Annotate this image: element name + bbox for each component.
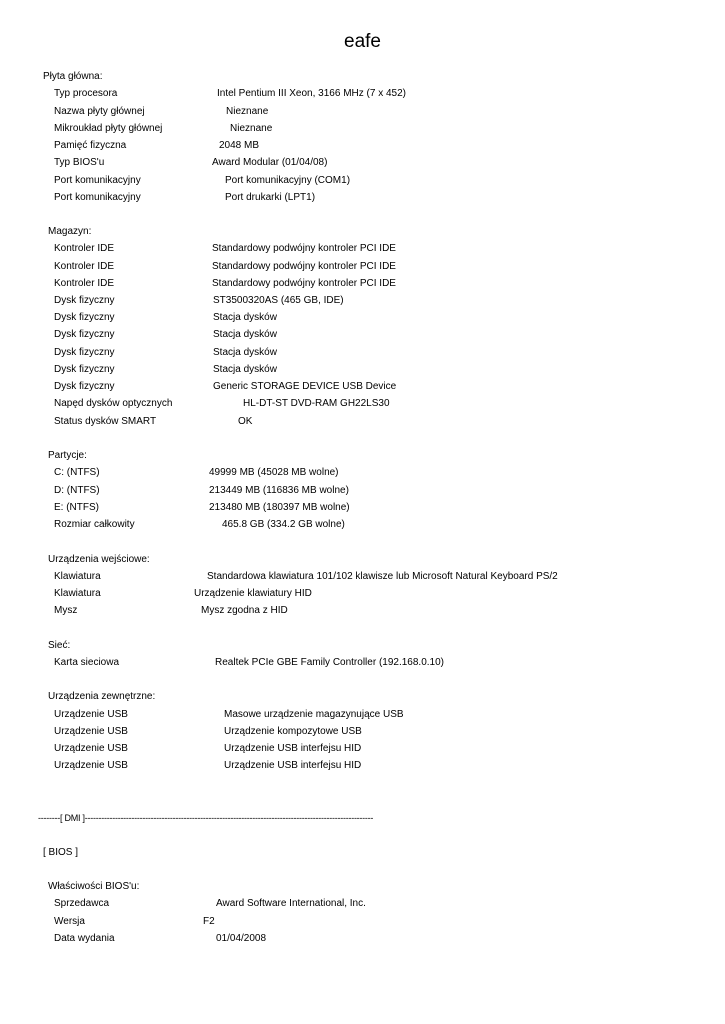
- row-label: Kontroler IDE: [54, 278, 115, 289]
- row-value: Nieznane: [226, 106, 269, 117]
- row-label: Dysk fizyczny: [54, 364, 115, 375]
- row-value: Stacja dysków: [213, 329, 277, 340]
- row-label: Dysk fizyczny: [54, 329, 115, 340]
- row-value: Urządzenie USB interfejsu HID: [224, 760, 362, 771]
- row-label: Klawiatura: [54, 588, 101, 599]
- row-value: Port drukarki (LPT1): [225, 192, 316, 203]
- row-label: D: (NTFS): [54, 485, 100, 496]
- row-label: Sprzedawca: [54, 898, 110, 909]
- row-label: Nazwa płyty głównej: [54, 106, 145, 117]
- row-value: Nieznane: [230, 123, 273, 134]
- row-label: Dysk fizyczny: [54, 312, 115, 323]
- row-label: Mysz: [54, 605, 78, 616]
- row-label: Port komunikacyjny: [54, 192, 141, 203]
- row-label: Rozmiar całkowity: [54, 519, 135, 530]
- row-label: E: (NTFS): [54, 502, 99, 513]
- row-value: Stacja dysków: [213, 364, 277, 375]
- row-value: Urządzenie USB interfejsu HID: [224, 743, 362, 754]
- row-value: Masowe urządzenie magazynujące USB: [224, 709, 404, 720]
- row-label: Kontroler IDE: [54, 261, 115, 272]
- section-header-motherboard: Płyta główna:: [43, 71, 103, 82]
- row-value: Urządzenie klawiatury HID: [194, 588, 312, 599]
- row-value: Intel Pentium III Xeon, 3166 MHz (7 x 452): [217, 88, 406, 99]
- row-label: Wersja: [54, 916, 85, 927]
- dmi-separator: --------[ DMI ]---------------------------------------------------------------------------------------------------------: [38, 813, 374, 823]
- row-label: Kontroler IDE: [54, 243, 115, 254]
- row-label: Typ procesora: [54, 88, 118, 99]
- row-label: C: (NTFS): [54, 467, 100, 478]
- row-value: 2048 MB: [219, 140, 260, 151]
- row-value: Standardowa klawiatura 101/102 klawisze lub Microsoft Natural Keyboard PS/2: [207, 571, 558, 582]
- row-label: Status dysków SMART: [54, 416, 157, 427]
- section-header-external-devices: Urządzenia zewnętrzne:: [48, 691, 156, 702]
- section-header-storage: Magazyn:: [48, 226, 92, 237]
- row-label: Urządzenie USB: [54, 760, 128, 771]
- row-label: Mikroukład płyty głównej: [54, 123, 163, 134]
- row-label: Pamięć fizyczna: [54, 140, 127, 151]
- row-label: Napęd dysków optycznych: [54, 398, 173, 409]
- row-value: Port komunikacyjny (COM1): [225, 175, 351, 186]
- row-value: 465.8 GB (334.2 GB wolne): [222, 519, 345, 530]
- row-value: Realtek PCIe GBE Family Controller (192.168.0.10): [215, 657, 444, 668]
- section-header-input-devices: Urządzenia wejściowe:: [48, 554, 150, 565]
- row-label: Dysk fizyczny: [54, 295, 115, 306]
- row-label: Typ BIOS'u: [54, 157, 105, 168]
- row-value: ST3500320AS (465 GB, IDE): [213, 295, 344, 306]
- row-label: Urządzenie USB: [54, 726, 128, 737]
- row-value: Standardowy podwójny kontroler PCI IDE: [212, 278, 396, 289]
- row-label: Urządzenie USB: [54, 743, 128, 754]
- row-label: Karta sieciowa: [54, 657, 120, 668]
- row-label: Data wydania: [54, 933, 115, 944]
- row-value: F2: [203, 916, 215, 927]
- row-value: 213449 MB (116836 MB wolne): [209, 485, 349, 496]
- row-value: Standardowy podwójny kontroler PCI IDE: [212, 261, 396, 272]
- row-value: 213480 MB (180397 MB wolne): [209, 502, 350, 513]
- row-label: Dysk fizyczny: [54, 347, 115, 358]
- row-value: Standardowy podwójny kontroler PCI IDE: [212, 243, 396, 254]
- row-label: Urządzenie USB: [54, 709, 128, 720]
- row-value: Award Modular (01/04/08): [212, 157, 328, 168]
- section-header-bios-properties: Właściwości BIOS'u:: [48, 881, 140, 892]
- page-title: eafe: [344, 31, 381, 52]
- row-label: Dysk fizyczny: [54, 381, 115, 392]
- section-header-partitions: Partycje:: [48, 450, 87, 461]
- row-value: HL-DT-ST DVD-RAM GH22LS30: [243, 398, 390, 409]
- row-value: Mysz zgodna z HID: [201, 605, 288, 616]
- row-label: Port komunikacyjny: [54, 175, 141, 186]
- row-value: Stacja dysków: [213, 347, 277, 358]
- row-label: Klawiatura: [54, 571, 101, 582]
- row-value: 01/04/2008: [216, 933, 267, 944]
- row-value: 49999 MB (45028 MB wolne): [209, 467, 339, 478]
- row-value: Award Software International, Inc.: [216, 898, 366, 909]
- bios-section-header: [ BIOS ]: [43, 847, 79, 858]
- row-value: Generic STORAGE DEVICE USB Device: [213, 381, 397, 392]
- row-value: Urządzenie kompozytowe USB: [224, 726, 362, 737]
- row-value: OK: [238, 416, 253, 427]
- row-value: Stacja dysków: [213, 312, 277, 323]
- section-header-network: Sieć:: [48, 640, 71, 651]
